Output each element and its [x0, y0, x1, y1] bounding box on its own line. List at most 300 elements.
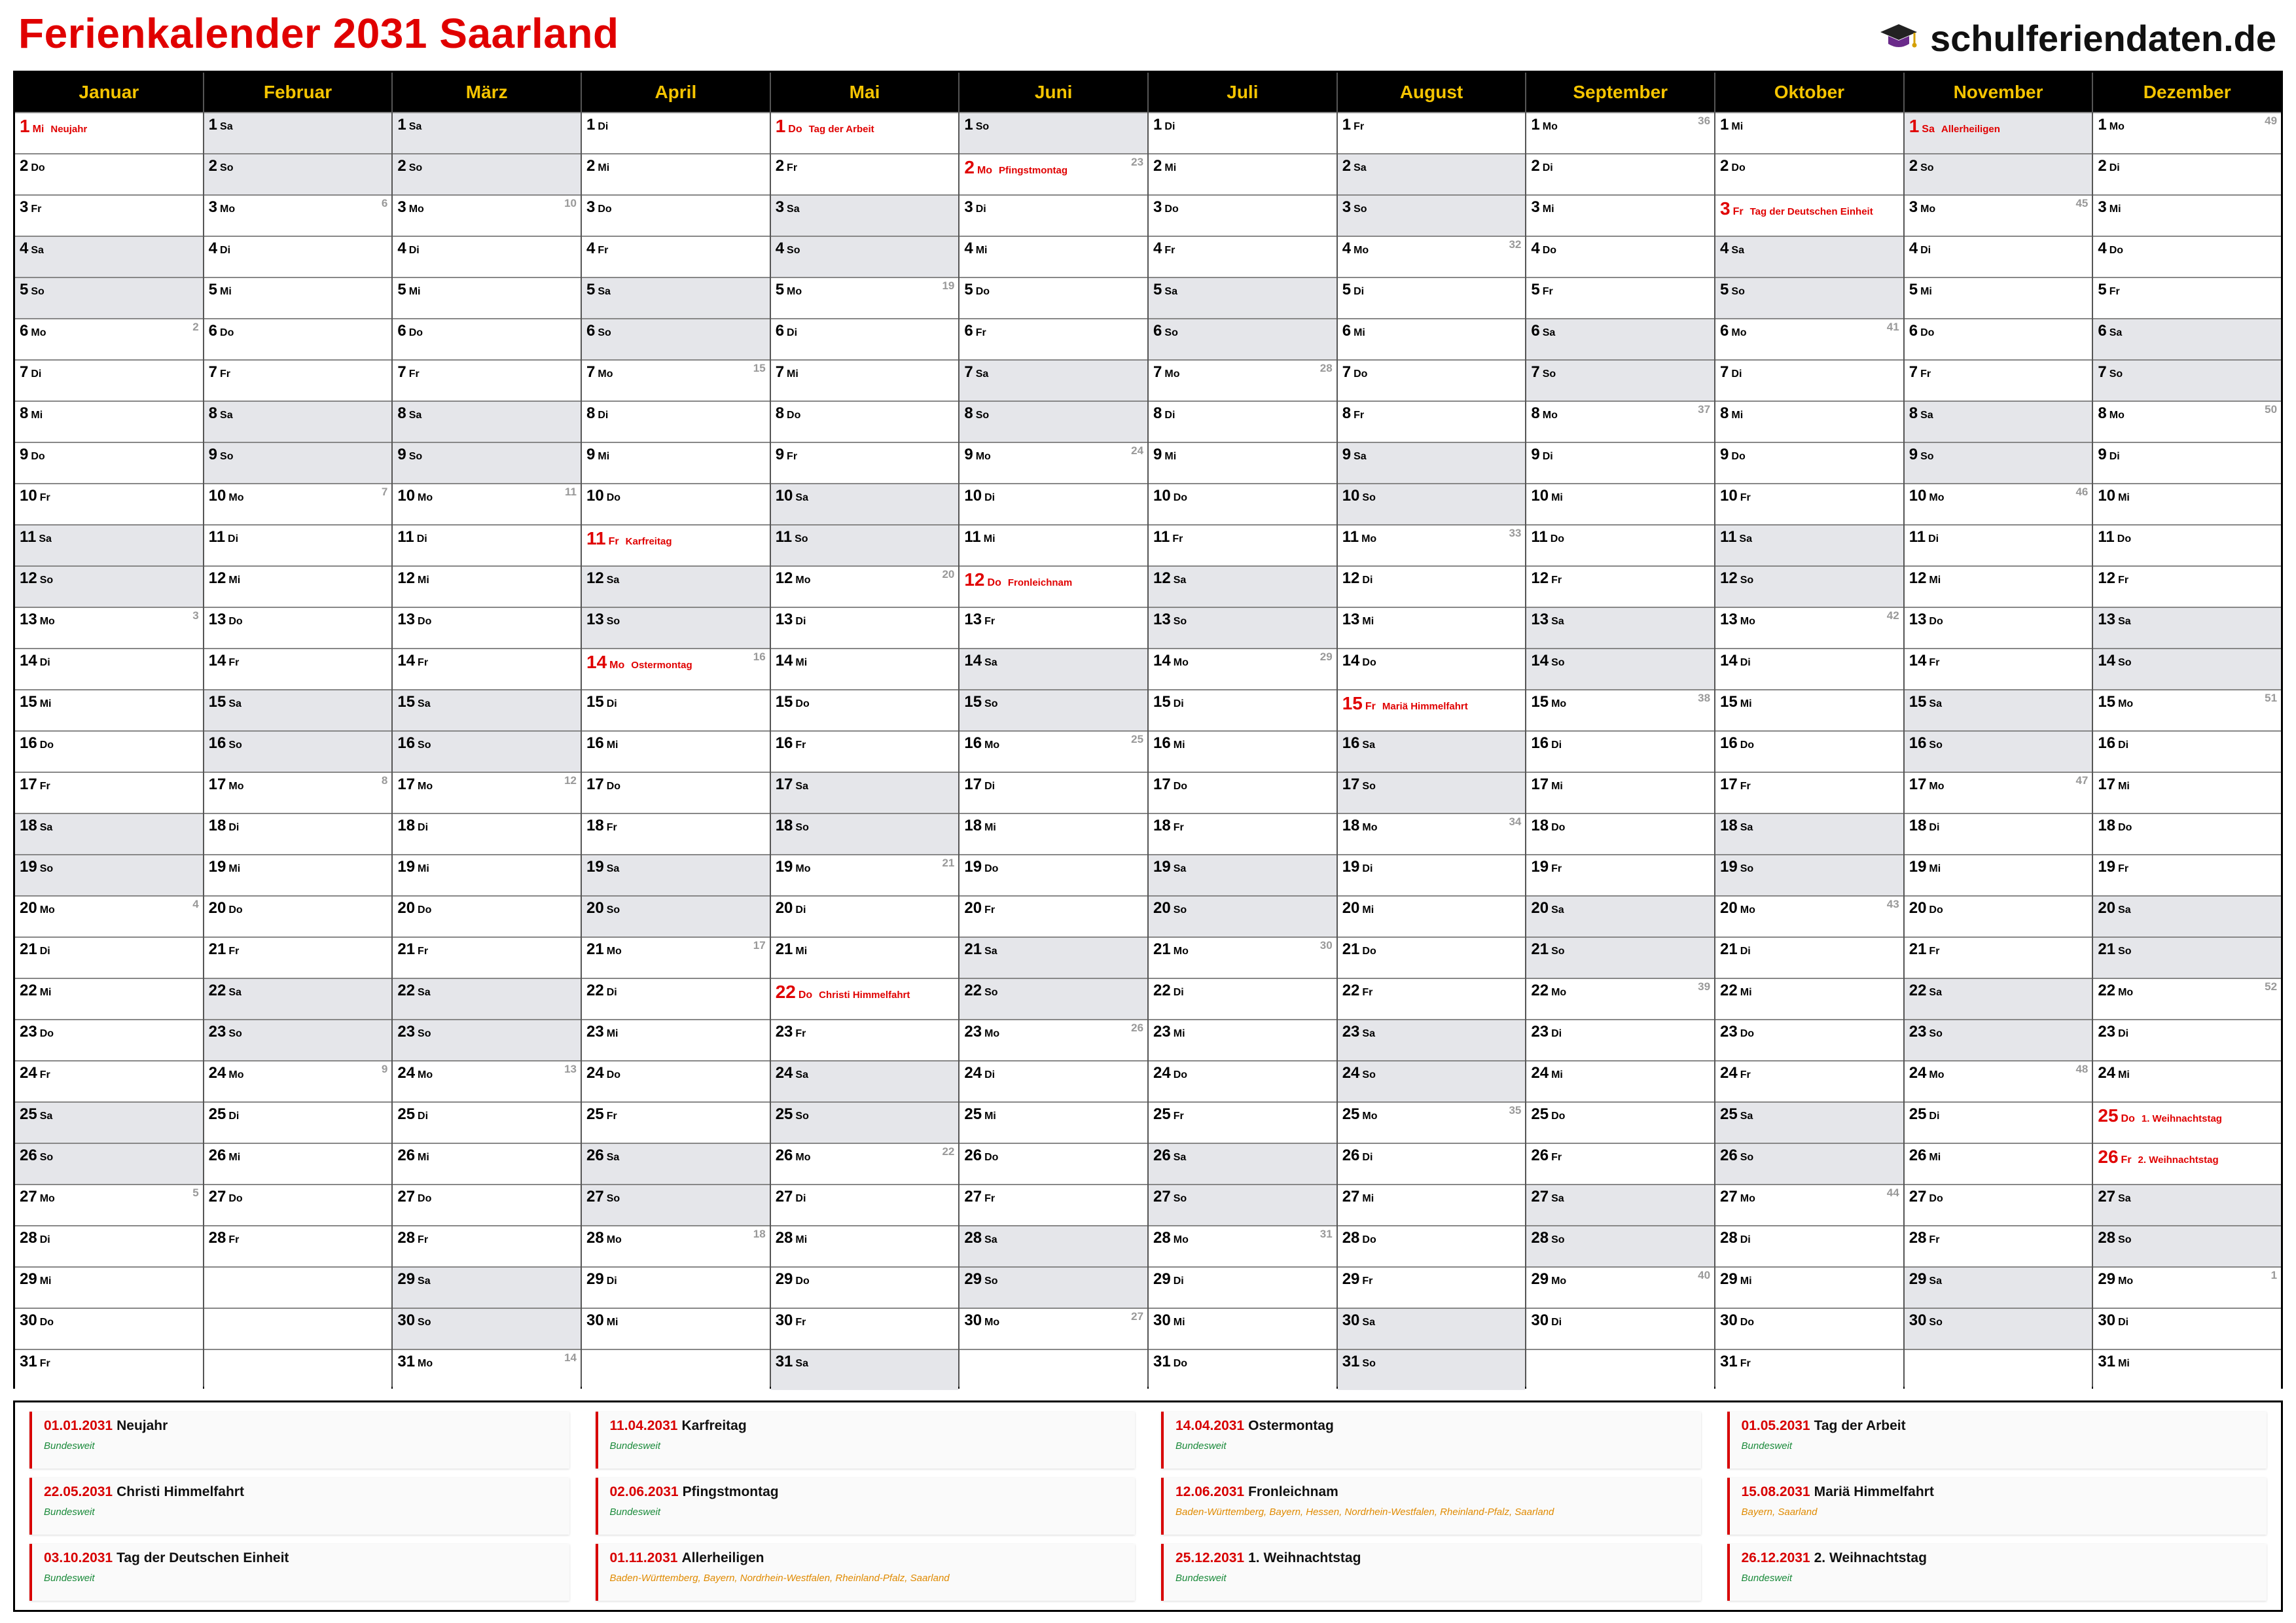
day-cell[interactable]: [771, 1184, 959, 1225]
day-cell[interactable]: [15, 813, 203, 854]
day-cell[interactable]: [1338, 153, 1526, 194]
day-cell[interactable]: [960, 648, 1147, 689]
day-cell[interactable]: [1905, 1060, 2092, 1101]
day-cell[interactable]: [960, 359, 1147, 401]
day-cell[interactable]: [204, 607, 392, 648]
day-cell[interactable]: [393, 1019, 581, 1060]
day-cell[interactable]: [2093, 978, 2281, 1019]
day-cell[interactable]: [960, 401, 1147, 442]
day-cell[interactable]: [771, 401, 959, 442]
day-cell[interactable]: [204, 813, 392, 854]
day-cell[interactable]: [393, 565, 581, 607]
day-cell[interactable]: [204, 730, 392, 772]
day-cell[interactable]: [1338, 1101, 1526, 1143]
day-cell[interactable]: [393, 854, 581, 895]
day-cell[interactable]: [771, 730, 959, 772]
day-cell[interactable]: [1149, 689, 1336, 730]
day-cell[interactable]: [1338, 524, 1526, 565]
day-cell[interactable]: [1905, 318, 2092, 359]
day-cell[interactable]: [1149, 442, 1336, 483]
day-cell[interactable]: [1715, 936, 1903, 978]
day-cell[interactable]: [1338, 318, 1526, 359]
day-cell[interactable]: [1149, 1143, 1336, 1184]
day-cell[interactable]: [1338, 442, 1526, 483]
day-cell[interactable]: [1338, 936, 1526, 978]
day-cell[interactable]: [15, 524, 203, 565]
day-cell[interactable]: [1905, 936, 2092, 978]
day-cell[interactable]: [15, 936, 203, 978]
day-cell[interactable]: [1905, 1019, 2092, 1060]
day-cell[interactable]: [204, 854, 392, 895]
day-cell[interactable]: [582, 1184, 770, 1225]
day-cell[interactable]: [1905, 607, 2092, 648]
day-cell[interactable]: [1905, 648, 2092, 689]
day-cell[interactable]: [960, 1101, 1147, 1143]
day-cell[interactable]: [1526, 1143, 1714, 1184]
day-cell[interactable]: [1149, 854, 1336, 895]
day-cell[interactable]: [1338, 1349, 1526, 1390]
day-cell[interactable]: [1526, 1101, 1714, 1143]
day-cell[interactable]: [960, 1019, 1147, 1060]
day-cell[interactable]: [1905, 689, 2092, 730]
day-cell[interactable]: [1149, 978, 1336, 1019]
day-cell[interactable]: [15, 730, 203, 772]
day-cell[interactable]: [960, 854, 1147, 895]
day-cell[interactable]: [393, 524, 581, 565]
day-cell[interactable]: [2093, 772, 2281, 813]
day-cell[interactable]: [393, 1266, 581, 1308]
day-cell[interactable]: [960, 1060, 1147, 1101]
day-cell[interactable]: [1338, 1308, 1526, 1349]
day-cell[interactable]: [1905, 194, 2092, 236]
day-cell[interactable]: [2093, 936, 2281, 978]
day-cell[interactable]: [582, 483, 770, 524]
day-cell[interactable]: [771, 277, 959, 318]
day-cell[interactable]: [582, 1019, 770, 1060]
day-cell[interactable]: [1526, 318, 1714, 359]
holiday-day-cell[interactable]: [960, 153, 1147, 194]
day-cell[interactable]: [393, 813, 581, 854]
day-cell[interactable]: [1526, 153, 1714, 194]
day-cell[interactable]: [960, 236, 1147, 277]
day-cell[interactable]: [771, 854, 959, 895]
day-cell[interactable]: [1526, 277, 1714, 318]
day-cell[interactable]: [204, 153, 392, 194]
day-cell[interactable]: [204, 1060, 392, 1101]
day-cell[interactable]: [960, 1143, 1147, 1184]
day-cell[interactable]: [771, 194, 959, 236]
day-cell[interactable]: [15, 359, 203, 401]
day-cell[interactable]: [393, 1143, 581, 1184]
day-cell[interactable]: [960, 607, 1147, 648]
day-cell[interactable]: [204, 772, 392, 813]
day-cell[interactable]: [1526, 854, 1714, 895]
day-cell[interactable]: [393, 978, 581, 1019]
day-cell[interactable]: [960, 813, 1147, 854]
day-cell[interactable]: [1715, 483, 1903, 524]
day-cell[interactable]: [1905, 565, 2092, 607]
holiday-day-cell[interactable]: [1905, 112, 2092, 153]
day-cell[interactable]: [960, 277, 1147, 318]
day-cell[interactable]: [1905, 1308, 2092, 1349]
day-cell[interactable]: [1338, 277, 1526, 318]
day-cell[interactable]: [1338, 895, 1526, 936]
day-cell[interactable]: [1149, 1349, 1336, 1390]
day-cell[interactable]: [1526, 813, 1714, 854]
day-cell[interactable]: [1526, 1184, 1714, 1225]
day-cell[interactable]: [393, 401, 581, 442]
day-cell[interactable]: [393, 483, 581, 524]
day-cell[interactable]: [771, 813, 959, 854]
day-cell[interactable]: [1715, 1143, 1903, 1184]
day-cell[interactable]: [1526, 978, 1714, 1019]
day-cell[interactable]: [2093, 1225, 2281, 1266]
day-cell[interactable]: [204, 1225, 392, 1266]
day-cell[interactable]: [1149, 1101, 1336, 1143]
day-cell[interactable]: [771, 936, 959, 978]
day-cell[interactable]: [393, 772, 581, 813]
day-cell[interactable]: [1149, 1266, 1336, 1308]
day-cell[interactable]: [1526, 895, 1714, 936]
day-cell[interactable]: [393, 1308, 581, 1349]
day-cell[interactable]: [582, 730, 770, 772]
day-cell[interactable]: [1715, 1349, 1903, 1390]
day-cell[interactable]: [1338, 854, 1526, 895]
day-cell[interactable]: [1905, 978, 2092, 1019]
day-cell[interactable]: [1338, 1266, 1526, 1308]
day-cell[interactable]: [771, 483, 959, 524]
day-cell[interactable]: [15, 978, 203, 1019]
day-cell[interactable]: [15, 194, 203, 236]
day-cell[interactable]: [15, 772, 203, 813]
day-cell[interactable]: [582, 1266, 770, 1308]
day-cell[interactable]: [582, 1101, 770, 1143]
day-cell[interactable]: [1905, 524, 2092, 565]
day-cell[interactable]: [1526, 772, 1714, 813]
day-cell[interactable]: [1338, 112, 1526, 153]
holiday-day-cell[interactable]: [15, 112, 203, 153]
day-cell[interactable]: [1715, 442, 1903, 483]
day-cell[interactable]: [15, 236, 203, 277]
day-cell[interactable]: [1905, 772, 2092, 813]
day-cell[interactable]: [1149, 483, 1336, 524]
day-cell[interactable]: [1149, 401, 1336, 442]
day-cell[interactable]: [1715, 648, 1903, 689]
day-cell[interactable]: [582, 277, 770, 318]
day-cell[interactable]: [204, 1019, 392, 1060]
day-cell[interactable]: [960, 1308, 1147, 1349]
day-cell[interactable]: [1526, 359, 1714, 401]
day-cell[interactable]: [15, 1184, 203, 1225]
day-cell[interactable]: [1526, 1019, 1714, 1060]
day-cell[interactable]: [771, 153, 959, 194]
day-cell[interactable]: [1715, 359, 1903, 401]
day-cell[interactable]: [1715, 1266, 1903, 1308]
day-cell[interactable]: [2093, 359, 2281, 401]
day-cell[interactable]: [1338, 236, 1526, 277]
day-cell[interactable]: [582, 1308, 770, 1349]
holiday-day-cell[interactable]: [1715, 194, 1903, 236]
day-cell[interactable]: [204, 194, 392, 236]
day-cell[interactable]: [15, 318, 203, 359]
day-cell[interactable]: [771, 1349, 959, 1390]
day-cell[interactable]: [1715, 318, 1903, 359]
day-cell[interactable]: [1526, 194, 1714, 236]
day-cell[interactable]: [582, 978, 770, 1019]
day-cell[interactable]: [960, 895, 1147, 936]
day-cell[interactable]: [1149, 936, 1336, 978]
holiday-day-cell[interactable]: [960, 565, 1147, 607]
day-cell[interactable]: [771, 318, 959, 359]
day-cell[interactable]: [1715, 1019, 1903, 1060]
day-cell[interactable]: [1338, 648, 1526, 689]
holiday-day-cell[interactable]: [582, 524, 770, 565]
day-cell[interactable]: [1715, 978, 1903, 1019]
day-cell[interactable]: [2093, 813, 2281, 854]
day-cell[interactable]: [2093, 318, 2281, 359]
day-cell[interactable]: [2093, 483, 2281, 524]
day-cell[interactable]: [1338, 813, 1526, 854]
day-cell[interactable]: [1905, 442, 2092, 483]
day-cell[interactable]: [393, 442, 581, 483]
day-cell[interactable]: [2093, 236, 2281, 277]
day-cell[interactable]: [1149, 524, 1336, 565]
day-cell[interactable]: [1715, 730, 1903, 772]
day-cell[interactable]: [771, 442, 959, 483]
brand-logo[interactable]: [1879, 17, 2276, 60]
day-cell[interactable]: [960, 689, 1147, 730]
day-cell[interactable]: [1526, 442, 1714, 483]
day-cell[interactable]: [1715, 1308, 1903, 1349]
day-cell[interactable]: [1715, 854, 1903, 895]
day-cell[interactable]: [1905, 730, 2092, 772]
day-cell[interactable]: [15, 1308, 203, 1349]
day-cell[interactable]: [393, 1349, 581, 1390]
day-cell[interactable]: [960, 978, 1147, 1019]
day-cell[interactable]: [960, 730, 1147, 772]
day-cell[interactable]: [2093, 565, 2281, 607]
day-cell[interactable]: [771, 689, 959, 730]
day-cell[interactable]: [2093, 112, 2281, 153]
day-cell[interactable]: [2093, 524, 2281, 565]
day-cell[interactable]: [393, 689, 581, 730]
day-cell[interactable]: [393, 318, 581, 359]
day-cell[interactable]: [1526, 1266, 1714, 1308]
day-cell[interactable]: [1149, 607, 1336, 648]
day-cell[interactable]: [1905, 153, 2092, 194]
day-cell[interactable]: [1338, 483, 1526, 524]
day-cell[interactable]: [1149, 236, 1336, 277]
day-cell[interactable]: [204, 112, 392, 153]
day-cell[interactable]: [1905, 854, 2092, 895]
day-cell[interactable]: [960, 936, 1147, 978]
day-cell[interactable]: [582, 854, 770, 895]
day-cell[interactable]: [1715, 607, 1903, 648]
day-cell[interactable]: [15, 1266, 203, 1308]
day-cell[interactable]: [393, 936, 581, 978]
day-cell[interactable]: [204, 689, 392, 730]
day-cell[interactable]: [771, 565, 959, 607]
day-cell[interactable]: [204, 895, 392, 936]
day-cell[interactable]: [393, 153, 581, 194]
day-cell[interactable]: [393, 730, 581, 772]
day-cell[interactable]: [771, 1308, 959, 1349]
day-cell[interactable]: [1149, 1308, 1336, 1349]
day-cell[interactable]: [1715, 1101, 1903, 1143]
day-cell[interactable]: [1715, 565, 1903, 607]
day-cell[interactable]: [1905, 483, 2092, 524]
day-cell[interactable]: [960, 194, 1147, 236]
day-cell[interactable]: [960, 318, 1147, 359]
day-cell[interactable]: [1338, 401, 1526, 442]
day-cell[interactable]: [582, 112, 770, 153]
day-cell[interactable]: [1338, 194, 1526, 236]
day-cell[interactable]: [771, 1266, 959, 1308]
day-cell[interactable]: [393, 1225, 581, 1266]
day-cell[interactable]: [2093, 854, 2281, 895]
day-cell[interactable]: [15, 1019, 203, 1060]
day-cell[interactable]: [2093, 1060, 2281, 1101]
day-cell[interactable]: [15, 401, 203, 442]
day-cell[interactable]: [582, 1143, 770, 1184]
day-cell[interactable]: [1715, 772, 1903, 813]
day-cell[interactable]: [582, 153, 770, 194]
day-cell[interactable]: [1526, 483, 1714, 524]
day-cell[interactable]: [393, 277, 581, 318]
day-cell[interactable]: [1905, 277, 2092, 318]
day-cell[interactable]: [2093, 1266, 2281, 1308]
day-cell[interactable]: [960, 1225, 1147, 1266]
day-cell[interactable]: [1526, 524, 1714, 565]
day-cell[interactable]: [1526, 1308, 1714, 1349]
day-cell[interactable]: [2093, 1308, 2281, 1349]
day-cell[interactable]: [1338, 607, 1526, 648]
day-cell[interactable]: [1715, 236, 1903, 277]
day-cell[interactable]: [2093, 607, 2281, 648]
day-cell[interactable]: [1905, 895, 2092, 936]
day-cell[interactable]: [1715, 112, 1903, 153]
day-cell[interactable]: [771, 236, 959, 277]
day-cell[interactable]: [1526, 730, 1714, 772]
day-cell[interactable]: [2093, 895, 2281, 936]
day-cell[interactable]: [1149, 730, 1336, 772]
day-cell[interactable]: [15, 648, 203, 689]
day-cell[interactable]: [204, 359, 392, 401]
day-cell[interactable]: [1149, 1225, 1336, 1266]
day-cell[interactable]: [1526, 936, 1714, 978]
day-cell[interactable]: [1149, 112, 1336, 153]
day-cell[interactable]: [15, 689, 203, 730]
holiday-day-cell[interactable]: [771, 112, 959, 153]
day-cell[interactable]: [1905, 1225, 2092, 1266]
day-cell[interactable]: [960, 1184, 1147, 1225]
day-cell[interactable]: [393, 359, 581, 401]
day-cell[interactable]: [1905, 359, 2092, 401]
day-cell[interactable]: [1338, 1143, 1526, 1184]
day-cell[interactable]: [15, 153, 203, 194]
day-cell[interactable]: [771, 607, 959, 648]
day-cell[interactable]: [2093, 1184, 2281, 1225]
day-cell[interactable]: [15, 277, 203, 318]
day-cell[interactable]: [2093, 648, 2281, 689]
day-cell[interactable]: [1526, 607, 1714, 648]
day-cell[interactable]: [1338, 1225, 1526, 1266]
day-cell[interactable]: [582, 895, 770, 936]
day-cell[interactable]: [204, 1101, 392, 1143]
holiday-day-cell[interactable]: [2093, 1143, 2281, 1184]
day-cell[interactable]: [1149, 1184, 1336, 1225]
day-cell[interactable]: [15, 1225, 203, 1266]
day-cell[interactable]: [393, 112, 581, 153]
day-cell[interactable]: [204, 318, 392, 359]
day-cell[interactable]: [960, 1266, 1147, 1308]
day-cell[interactable]: [204, 401, 392, 442]
day-cell[interactable]: [15, 1101, 203, 1143]
day-cell[interactable]: [1526, 112, 1714, 153]
day-cell[interactable]: [1149, 359, 1336, 401]
holiday-day-cell[interactable]: [582, 648, 770, 689]
day-cell[interactable]: [1149, 153, 1336, 194]
day-cell[interactable]: [204, 277, 392, 318]
day-cell[interactable]: [1149, 895, 1336, 936]
day-cell[interactable]: [204, 1184, 392, 1225]
day-cell[interactable]: [771, 524, 959, 565]
day-cell[interactable]: [2093, 194, 2281, 236]
day-cell[interactable]: [204, 648, 392, 689]
day-cell[interactable]: [1905, 236, 2092, 277]
day-cell[interactable]: [204, 442, 392, 483]
day-cell[interactable]: [582, 359, 770, 401]
day-cell[interactable]: [1149, 318, 1336, 359]
day-cell[interactable]: [1715, 1060, 1903, 1101]
day-cell[interactable]: [960, 112, 1147, 153]
day-cell[interactable]: [582, 194, 770, 236]
day-cell[interactable]: [1149, 1019, 1336, 1060]
day-cell[interactable]: [1905, 1143, 2092, 1184]
holiday-day-cell[interactable]: [1338, 689, 1526, 730]
day-cell[interactable]: [771, 1143, 959, 1184]
day-cell[interactable]: [1149, 277, 1336, 318]
day-cell[interactable]: [2093, 1019, 2281, 1060]
day-cell[interactable]: [1149, 565, 1336, 607]
day-cell[interactable]: [393, 607, 581, 648]
day-cell[interactable]: [1715, 813, 1903, 854]
day-cell[interactable]: [771, 895, 959, 936]
day-cell[interactable]: [1338, 772, 1526, 813]
day-cell[interactable]: [582, 236, 770, 277]
day-cell[interactable]: [582, 1225, 770, 1266]
day-cell[interactable]: [1905, 1101, 2092, 1143]
day-cell[interactable]: [2093, 442, 2281, 483]
day-cell[interactable]: [1149, 1060, 1336, 1101]
day-cell[interactable]: [1338, 565, 1526, 607]
day-cell[interactable]: [15, 442, 203, 483]
day-cell[interactable]: [1905, 1266, 2092, 1308]
day-cell[interactable]: [771, 772, 959, 813]
day-cell[interactable]: [393, 236, 581, 277]
day-cell[interactable]: [582, 318, 770, 359]
day-cell[interactable]: [15, 1349, 203, 1390]
day-cell[interactable]: [1526, 565, 1714, 607]
day-cell[interactable]: [1526, 236, 1714, 277]
day-cell[interactable]: [960, 442, 1147, 483]
day-cell[interactable]: [1526, 1060, 1714, 1101]
day-cell[interactable]: [1526, 648, 1714, 689]
day-cell[interactable]: [582, 607, 770, 648]
day-cell[interactable]: [1715, 401, 1903, 442]
day-cell[interactable]: [15, 565, 203, 607]
day-cell[interactable]: [582, 772, 770, 813]
